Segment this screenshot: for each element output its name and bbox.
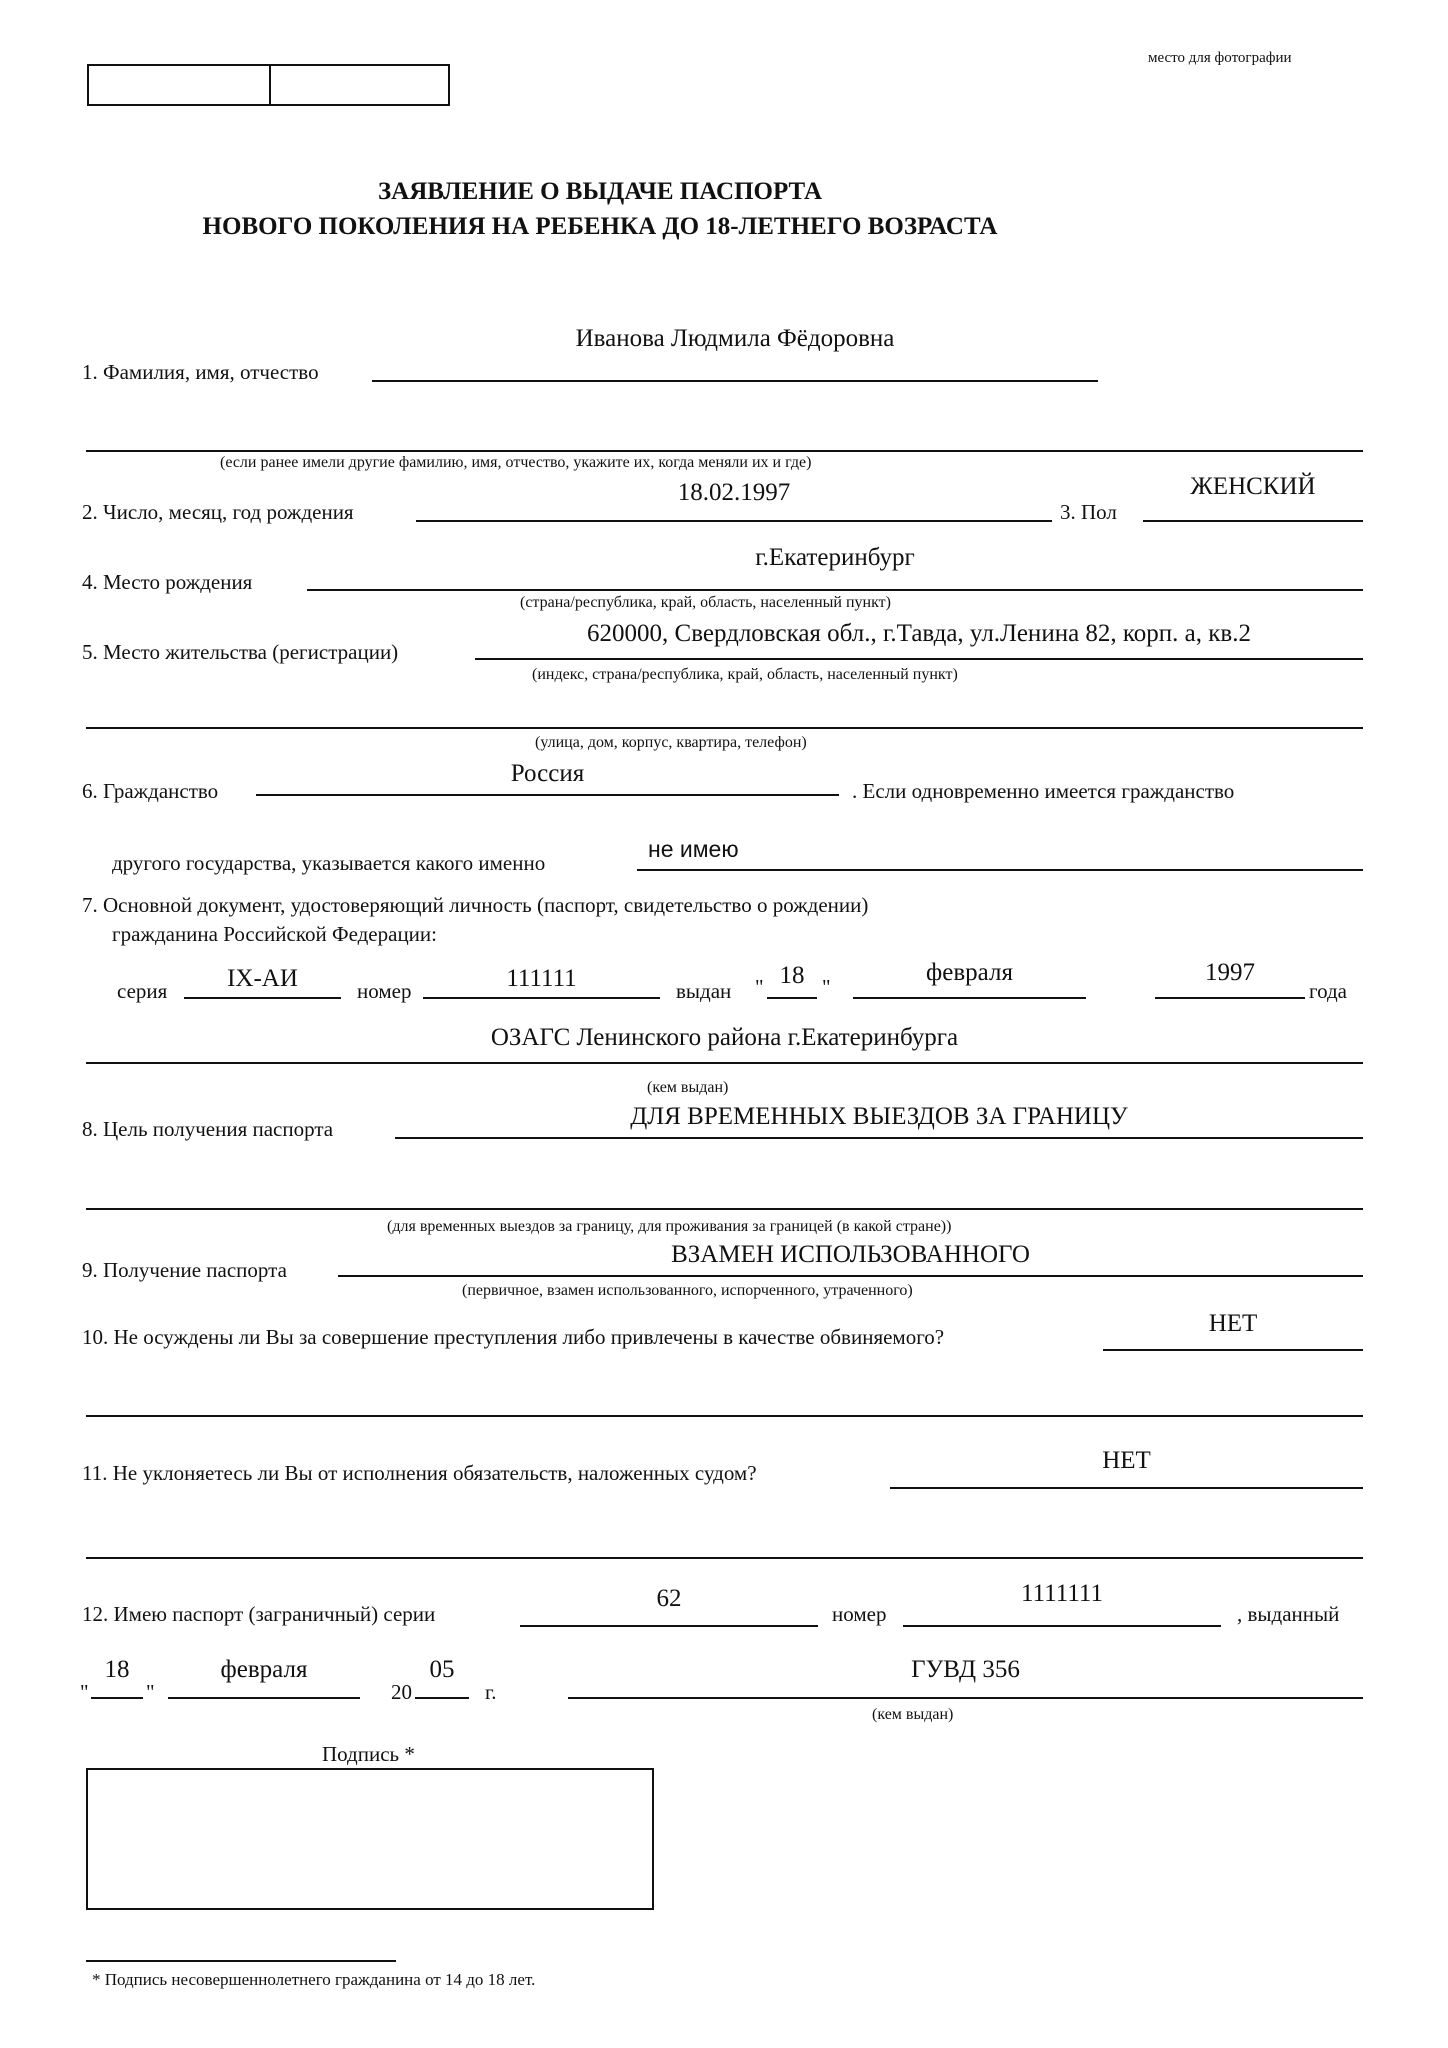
residence-value[interactable]: 620000, Свердловская обл., г.Тавда, ул.Ленина 82, корп. а, кв.2 xyxy=(587,620,1251,647)
receipt-type-hint: (первичное, взамен использованного, испорченного, утраченного) xyxy=(462,1282,913,1299)
birth-place-hint: (страна/республика, край, область, населенный пункт) xyxy=(520,594,891,611)
footnote-divider xyxy=(86,1960,396,1962)
id-series-label: серия xyxy=(117,979,168,1003)
citizenship-label: 6. Гражданство xyxy=(82,779,219,803)
birth-place-line xyxy=(307,589,1363,591)
id-issue-month-value[interactable]: февраля xyxy=(926,959,1013,986)
id-issue-year-line xyxy=(1155,997,1305,999)
full-name-value[interactable]: Иванова Людмила Фёдоровна xyxy=(575,325,895,352)
other-citizenship-line xyxy=(637,869,1363,871)
foreign-passport-year-value[interactable]: 05 xyxy=(429,1656,455,1683)
full-name-line xyxy=(372,380,1098,382)
code-box xyxy=(87,64,450,106)
foreign-passport-number-line xyxy=(903,1625,1221,1627)
foreign-passport-series-line xyxy=(520,1625,818,1627)
id-issuer-line xyxy=(86,1062,1363,1064)
foreign-passport-issuer-hint: (кем выдан) xyxy=(872,1706,954,1723)
id-issue-year-value[interactable]: 1997 xyxy=(1205,959,1255,986)
dual-citizenship-note: . Если одновременно имеется гражданство xyxy=(852,779,1235,803)
signature-label: Подпись * xyxy=(322,1742,415,1766)
id-day-quote-close: " xyxy=(822,975,831,999)
court-obligations-extra-line xyxy=(86,1557,1363,1559)
foreign-passport-year-label: г. xyxy=(485,1680,497,1704)
foreign-passport-series-value[interactable]: 62 xyxy=(656,1585,682,1612)
residence-hint-region: (индекс, страна/республика, край, область, населенный пункт) xyxy=(532,666,958,683)
purpose-hint: (для временных выездов за границу, для проживания за границей (в какой стране)) xyxy=(387,1218,952,1235)
court-obligations-value[interactable]: НЕТ xyxy=(1102,1447,1151,1474)
conviction-question-label: 10. Не осуждены ли Вы за совершение преступления либо привлечены в качестве обвиняемого? xyxy=(82,1325,945,1349)
id-day-quote-open: " xyxy=(755,975,764,999)
identity-doc-label: 7. Основной документ, удостоверяющий личность (паспорт, свидетельство о рождении) xyxy=(82,893,869,917)
birth-place-value[interactable]: г.Екатеринбург xyxy=(755,544,915,571)
fp-day-quote-open: " xyxy=(80,1680,89,1704)
foreign-passport-day-value[interactable]: 18 xyxy=(104,1656,130,1683)
photo-place-note: место для фотографии xyxy=(1148,50,1292,66)
receipt-type-value[interactable]: ВЗАМЕН ИСПОЛЬЗОВАННОГО xyxy=(671,1241,1030,1268)
id-series-value[interactable]: IX-АИ xyxy=(227,965,298,992)
page-title-line2: НОВОГО ПОКОЛЕНИЯ НА РЕБЕНКА ДО 18-ЛЕТНЕГО ВОЗРАСТА xyxy=(202,213,998,240)
sex-value[interactable]: ЖЕНСКИЙ xyxy=(1190,473,1316,500)
purpose-line xyxy=(395,1137,1363,1139)
full-name-label: 1. Фамилия, имя, отчество xyxy=(82,360,319,384)
sex-label: 3. Пол xyxy=(1060,500,1117,524)
foreign-passport-number-value[interactable]: 1111111 xyxy=(1021,1580,1103,1607)
conviction-extra-line xyxy=(86,1415,1363,1417)
residence-hint-street: (улица, дом, корпус, квартира, телефон) xyxy=(535,734,807,751)
id-issuer-hint: (кем выдан) xyxy=(647,1079,729,1096)
id-number-value[interactable]: 111111 xyxy=(506,965,577,992)
receipt-type-label: 9. Получение паспорта xyxy=(82,1258,287,1282)
citizenship-line xyxy=(256,794,839,796)
id-series-line xyxy=(184,997,341,999)
conviction-answer-line xyxy=(1103,1349,1363,1351)
foreign-passport-issuer-value[interactable]: ГУВД 356 xyxy=(911,1656,1020,1683)
foreign-passport-day-line xyxy=(91,1697,143,1699)
page-title-line1: ЗАЯВЛЕНИЕ О ВЫДАЧЕ ПАСПОРТА xyxy=(377,178,823,205)
purpose-value[interactable]: ДЛЯ ВРЕМЕННЫХ ВЫЕЗДОВ ЗА ГРАНИЦУ xyxy=(630,1103,1128,1130)
foreign-passport-issuer-line xyxy=(568,1697,1363,1699)
id-issue-day-value[interactable]: 18 xyxy=(779,962,805,989)
foreign-passport-issued-label: , выданный xyxy=(1237,1602,1340,1626)
receipt-type-line xyxy=(338,1275,1363,1277)
signature-footnote: * Подпись несовершеннолетнего гражданина от 14 до 18 лет. xyxy=(92,1970,536,1989)
previous-names-hint: (если ранее имели другие фамилию, имя, отчество, укажите их, когда меняли их и где) xyxy=(220,454,812,471)
purpose-label: 8. Цель получения паспорта xyxy=(82,1117,334,1141)
citizenship-value[interactable]: Россия xyxy=(510,760,585,787)
birth-date-value[interactable]: 18.02.1997 xyxy=(677,479,791,506)
residence-street-line xyxy=(86,727,1363,729)
residence-line xyxy=(475,658,1363,660)
sex-line xyxy=(1143,520,1363,522)
birth-place-label: 4. Место рождения xyxy=(82,570,253,594)
id-year-label: года xyxy=(1309,979,1347,1003)
code-box-divider xyxy=(269,66,271,104)
other-citizenship-value[interactable]: не имею xyxy=(648,836,739,862)
purpose-extra-line xyxy=(86,1208,1363,1210)
conviction-answer-value[interactable]: НЕТ xyxy=(1208,1310,1258,1337)
id-issued-label: выдан xyxy=(676,979,732,1003)
id-number-label: номер xyxy=(357,979,412,1003)
foreign-passport-year-line xyxy=(415,1697,469,1699)
residence-label: 5. Место жительства (регистрации) xyxy=(82,640,399,664)
id-issuer-value[interactable]: ОЗАГС Ленинского района г.Екатеринбурга xyxy=(490,1024,959,1051)
previous-names-line xyxy=(86,450,1363,452)
foreign-passport-label: 12. Имею паспорт (заграничный) серии xyxy=(82,1602,436,1626)
id-number-line xyxy=(423,997,660,999)
signature-box[interactable] xyxy=(86,1768,654,1910)
foreign-passport-year-prefix: 20 xyxy=(391,1680,412,1704)
id-issue-day-line xyxy=(767,997,817,999)
court-obligations-line xyxy=(890,1487,1363,1489)
foreign-passport-month-value[interactable]: февраля xyxy=(220,1656,308,1683)
fp-day-quote-close: " xyxy=(146,1680,155,1704)
identity-doc-label-2: гражданина Российской Федерации: xyxy=(112,922,437,946)
birth-date-label: 2. Число, месяц, год рождения xyxy=(82,500,354,524)
id-issue-month-line xyxy=(853,997,1086,999)
other-citizenship-label: другого государства, указывается какого именно xyxy=(112,851,546,875)
foreign-passport-number-label: номер xyxy=(832,1602,887,1626)
court-obligations-label: 11. Не уклоняетесь ли Вы от исполнения обязательств, наложенных судом? xyxy=(82,1461,757,1485)
birth-date-line xyxy=(416,520,1052,522)
foreign-passport-month-line xyxy=(168,1697,360,1699)
